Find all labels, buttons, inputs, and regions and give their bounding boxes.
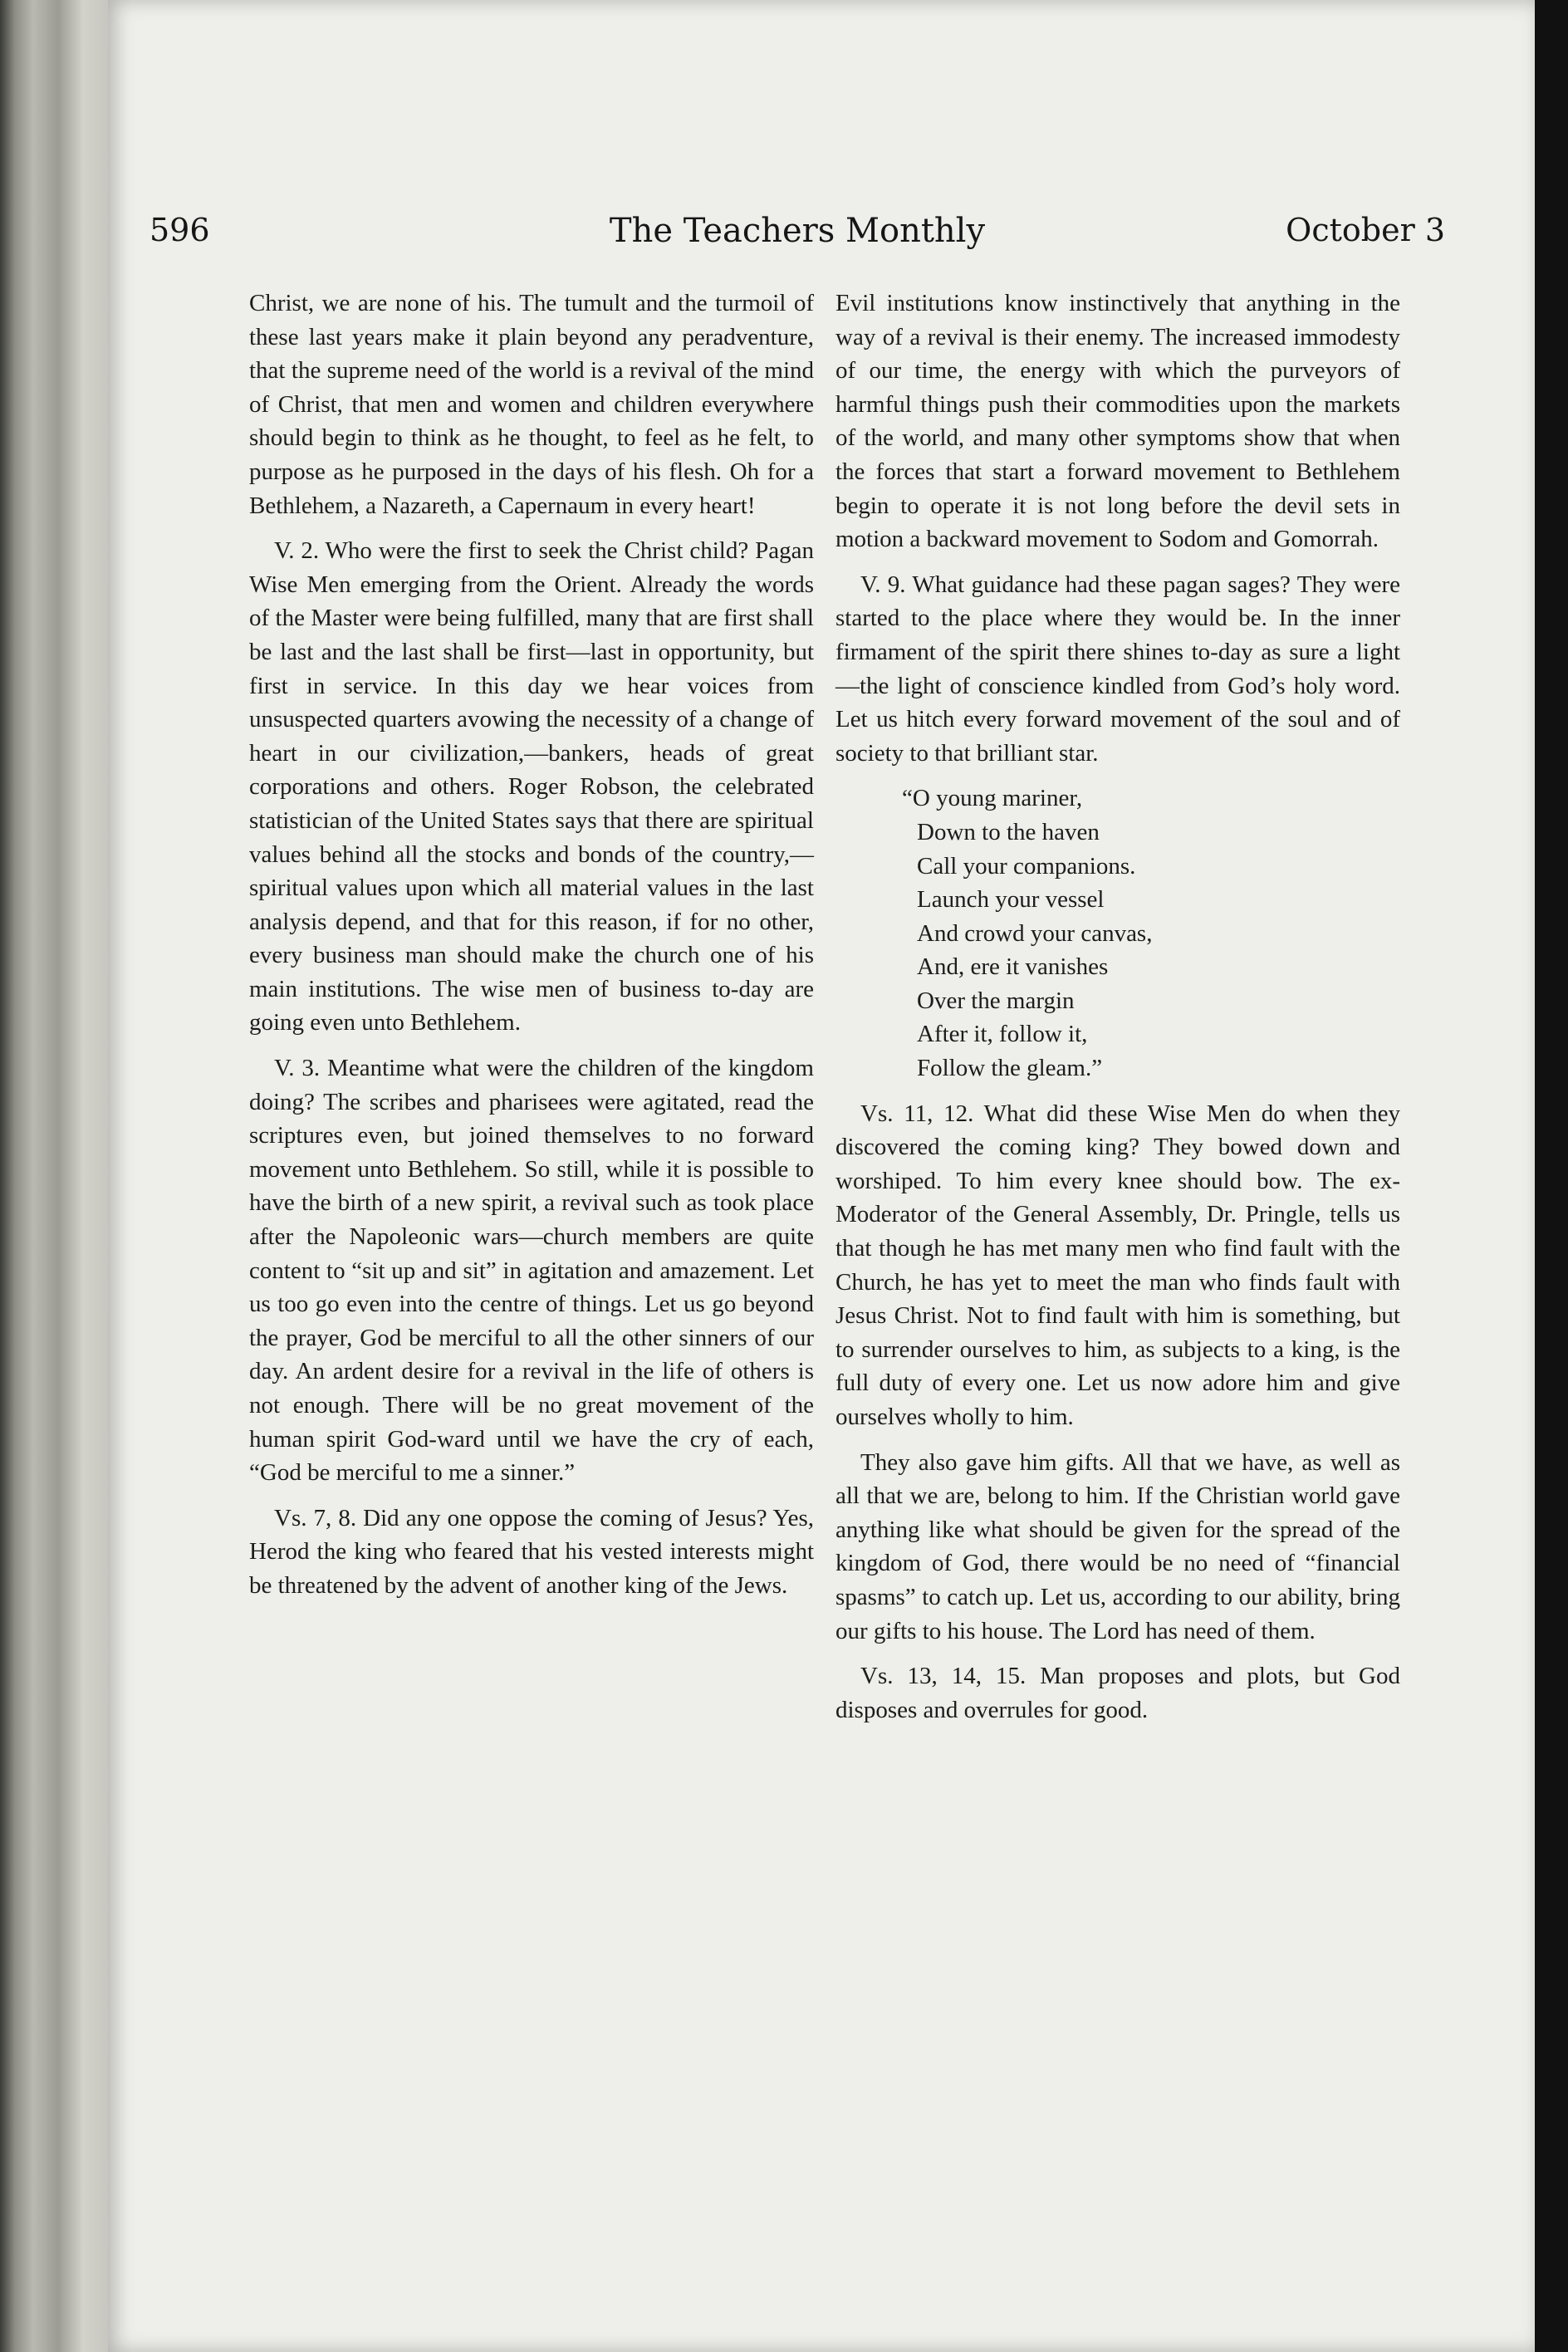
paragraph: Evil institutions know instinctively that anything in the way of a revival is their enemy. The increased immodesty of our time, the energy with which the purveyors of harmful things push their commodities upon the markets of the world, and many other symptoms show that when the forces that start a forward movement to Bethlehem begin to operate it is not long before the devil sets in motion a backward movement to Sodom and Gomorrah. <box>835 290 1400 553</box>
left-column <box>249 287 814 1615</box>
poem-line: “O young mariner, <box>902 785 1083 812</box>
poem-line: And, ere it vanishes <box>917 953 1109 981</box>
poem-line: Launch your vessel <box>917 886 1105 914</box>
paragraph: Christ, we are none of his. The tumult and the turmoil of these last years make it plain beyond any peradventure, that the supreme need of the world is a revival of the mind of Christ, that men and women and children everywhere should begin to think as he thought, to feel as he felt, to purpose as he purposed in the days of his flesh. Oh for a Bethlehem, a Nazareth, a Capernaum in every heart! <box>249 290 814 519</box>
poem-line: After it, follow it, <box>917 1021 1088 1048</box>
poem-quote <box>835 782 1400 1085</box>
poem-line: Call your companions. <box>917 852 1136 880</box>
book-binding <box>0 0 108 2352</box>
issue-date: October 3 <box>1286 212 1445 248</box>
publication-title: The Teachers Monthly <box>609 212 986 250</box>
poem-line: And crowd your canvas, <box>917 919 1153 947</box>
poem-line: Down to the haven <box>917 818 1100 845</box>
paragraph: Vs. 7, 8. Did any one oppose the coming of Jesus? Yes, Herod the king who feared that his vested interests might be threatened by the advent of another king of the Jews. <box>249 1504 814 1599</box>
paragraph: V. 3. Meantime what were the children of the kingdom doing? The scribes and pharisees were agitated, read the scriptures even, but joined themselves to no forward movement unto Bethlehem. So still, while it is possible to have the birth of a new spirit, a revival such as took place after the Napoleonic wars—church members are quite content to “sit up and sit” in agitation and amazement. Let us too go even into the centre of things. Let us go beyond the prayer, God be merciful to all the other sinners of our day. An ardent desire for a revival in the life of others is not enough. There will be no great movement of the human spirit God-ward until we have the cry of each, “God be merciful to me a sinner.” <box>249 1055 814 1487</box>
right-column <box>835 287 1400 1738</box>
paragraph: V. 2. Who were the first to seek the Christ child? Pagan Wise Men emerging from the Orient. Already the words of the Master were being fulfilled, many that are first shall be last and the last shall be first—last in opportunity, but first in service. In this day we hear voices from unsuspected quarters avowing the necessity of a change of heart in our civilization,—bankers, heads of great corporations and others. Roger Robson, the celebrated statistician of the United States says that there are spiritual values behind all the stocks and bonds of the country,—spiritual values upon which all material values in the last analysis depend, and that for this reason, if for no other, every business man should make the church one of his main institutions. The wise men of business to-day are going even unto Bethlehem. <box>249 537 814 1036</box>
running-header <box>149 212 1445 262</box>
paragraph: Vs. 13, 14, 15. Man proposes and plots, but God disposes and overrules for good. <box>835 1663 1400 1723</box>
paragraph: Vs. 11, 12. What did these Wise Men do when they discovered the coming king? They bowed down and worshiped. To him every knee should bow. The ex-Moderator of the General Assembly, Dr. Pringle, tells us that though he has met many men who find fault with the Church, he has yet to meet the man who finds fault with Jesus Christ. Not to find fault with him is something, but to surrender ourselves to him, as subjects to a king, is the full duty of every one. Let us now adore him and give ourselves wholly to him. <box>835 1100 1400 1430</box>
paragraph: They also gave him gifts. All that we have, as well as all that we are, belong to him. If the Christian world gave anything like what should be given for the spread of the kingdom of God, there would be no need of “financial spasms” to catch up. Let us, according to our ability, bring our gifts to his house. The Lord has need of them. <box>835 1448 1400 1644</box>
paragraph: V. 9. What guidance had these pagan sages? They were started to the place where they would be. In the inner firmament of the spirit there shines to-day as sure a light—the light of conscience kindled from God’s holy word. Let us hitch every forward movement of the soul and of society to that brilliant star. <box>835 571 1400 767</box>
page-edge-shadow <box>1535 0 1568 2352</box>
poem-line: Over the margin <box>917 987 1075 1014</box>
page-number: 596 <box>149 212 210 248</box>
poem-line: Follow the gleam.” <box>917 1055 1103 1082</box>
